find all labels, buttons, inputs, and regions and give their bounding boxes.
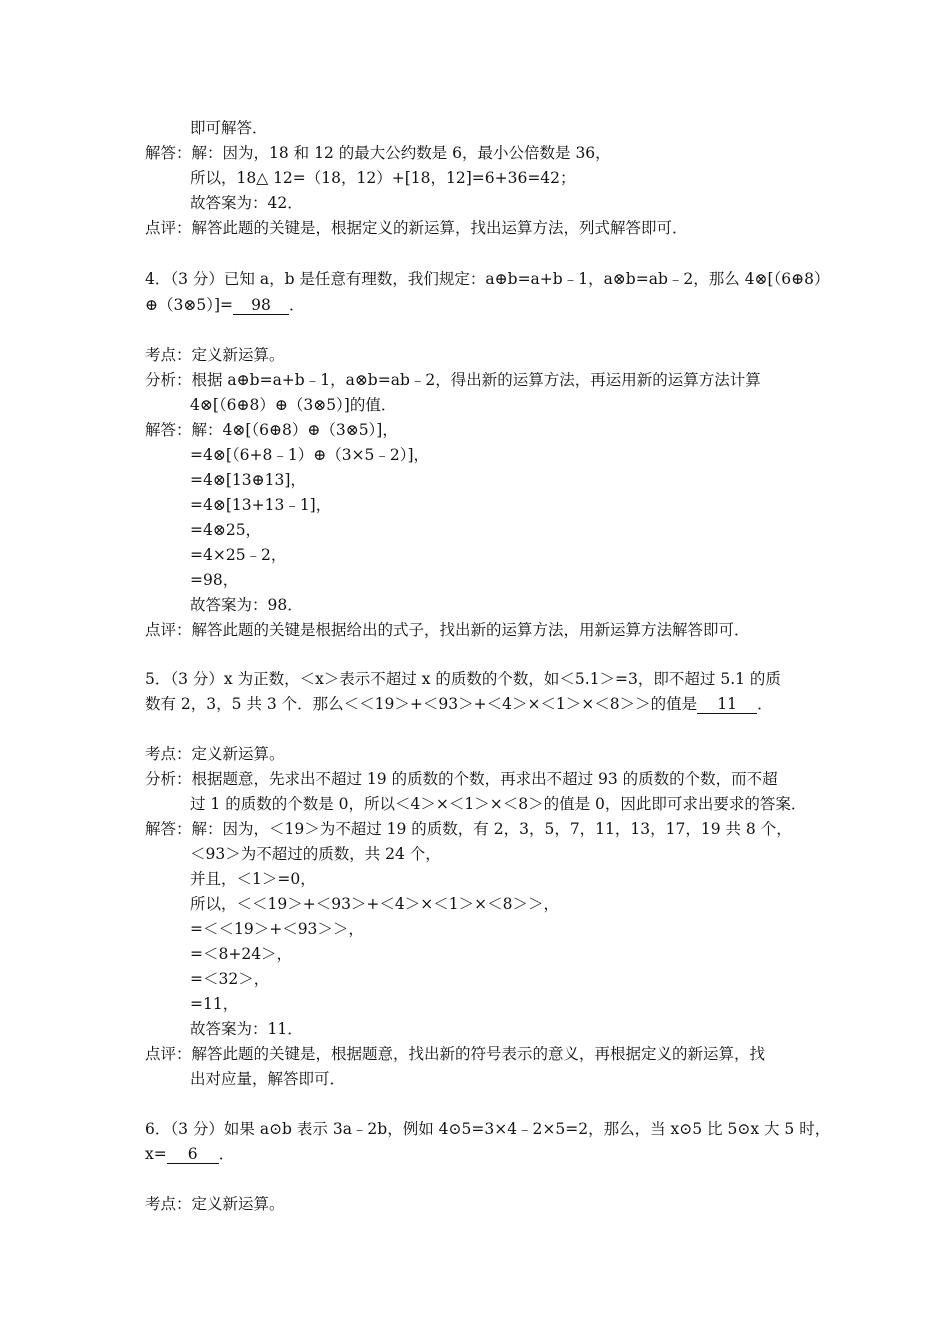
text-line: 考点：定义新运算。 [145, 745, 285, 763]
question-4-line-1: 4．（3 分）已知 a，b 是任意有理数，我们规定：a⊕b=a+b﹣1，a⊗b=ab﹣2，那么 4⊗[（6⊕8） [145, 270, 830, 288]
text-line: =＜32＞， [190, 970, 270, 988]
text-line: 点评：解答此题的关键是，根据题意，找出新的符号表示的意义，再根据定义的新运算，找 [145, 1045, 766, 1063]
text-line: 考点：定义新运算。 [145, 1195, 285, 1213]
text-line: 分析：根据题意，先求出不超过 19 的质数的个数，再求出不超过 93 的质数的个数，而不超 [145, 770, 778, 788]
text-line: 出对应量，解答即可． [190, 1070, 346, 1088]
question-6-line-1: 6．（3 分）如果 a⊙b 表示 3a﹣2b，例如 4⊙5=3×4﹣2×5=2，那么，当 x⊙5 比 5⊙x 大 5 时， [145, 1120, 831, 1138]
text-line: =98， [190, 571, 239, 589]
text-line: =4⊗[13+13﹣1]， [190, 496, 332, 514]
text-line: 即可解答． [190, 119, 268, 137]
text-line: =4⊗[13⊕13]， [190, 471, 306, 489]
question-6-line-2 [145, 1143, 234, 1165]
question-text: ． [288, 296, 305, 314]
question-text: ⊕（3⊗5）]= [145, 296, 233, 314]
text-line: 故答案为：11． [190, 1020, 303, 1038]
text-line: =4⊗[（6+8﹣1）⊕（3×5﹣2）]， [190, 446, 430, 464]
text-line: 过 1 的质数的个数是 0，所以＜4＞×＜1＞×＜8＞的值是 0，因此即可求出要求的答案． [190, 795, 807, 813]
question-text: 数有 2，3，5 共 3 个．那么＜＜19＞+＜93＞+＜4＞×＜1＞×＜8＞＞的值是 [145, 695, 698, 713]
question-text: ． [757, 695, 773, 713]
answer-blank: 98 [233, 296, 289, 315]
text-line: 点评：解答此题的关键是，根据定义的新运算，找出运算方法，列式解答即可． [145, 219, 688, 237]
text-line: 故答案为：42． [190, 194, 303, 212]
text-line: ＜93＞为不超过的质数，共 24 个， [190, 845, 441, 863]
question-4-line-2 [145, 294, 305, 316]
text-line: =11， [190, 995, 239, 1013]
text-line: 分析：根据 a⊕b=a+b﹣1，a⊗b=ab﹣2，得出新的运算方法，再运用新的运算方法计算 [145, 371, 761, 389]
answer-blank: 11 [697, 695, 757, 714]
text-line: 4⊗[（6⊕8）⊕（3⊗5）]的值． [190, 396, 397, 414]
text-line: 解答：解：因为，18 和 12 的最大公约数是 6，最小公倍数是 36， [145, 144, 611, 162]
text-line: 解答：解：4⊗[（6⊕8）⊕（3⊗5）]， [145, 421, 398, 439]
answer-blank: 6 [167, 1145, 219, 1164]
question-text: ． [218, 1145, 235, 1163]
text-line: 所以，＜＜19＞+＜93＞+＜4＞×＜1＞×＜8＞＞， [190, 895, 559, 913]
question-5-line-1: 5．（3 分）x 为正数，＜x＞表示不超过 x 的质数的个数，如＜5.1＞=3，即不超过 5.1 的质 [145, 670, 781, 688]
text-line: 考点：定义新运算。 [145, 346, 285, 364]
text-line: 点评：解答此题的关键是根据给出的式子，找出新的运算方法，用新运算方法解答即可． [145, 621, 750, 639]
text-line: 所以，18△ 12=（18，12）+[18，12]=6+36=42； [190, 169, 576, 187]
text-line: 故答案为：98． [190, 596, 303, 614]
text-line: =4×25﹣2， [190, 546, 287, 564]
text-line: =＜＜19＞+＜93＞＞， [190, 920, 364, 938]
text-line: 解答：解：因为，＜19＞为不超过 19 的质数，有 2，3，5，7，11，13，17，19 共 8 个， [145, 820, 792, 838]
question-5-line-2 [145, 693, 773, 715]
text-line: 并且，＜1＞=0， [190, 870, 316, 888]
text-line: =4⊗25， [190, 521, 262, 539]
question-text: x= [145, 1145, 167, 1163]
text-line: =＜8+24＞， [190, 945, 293, 963]
